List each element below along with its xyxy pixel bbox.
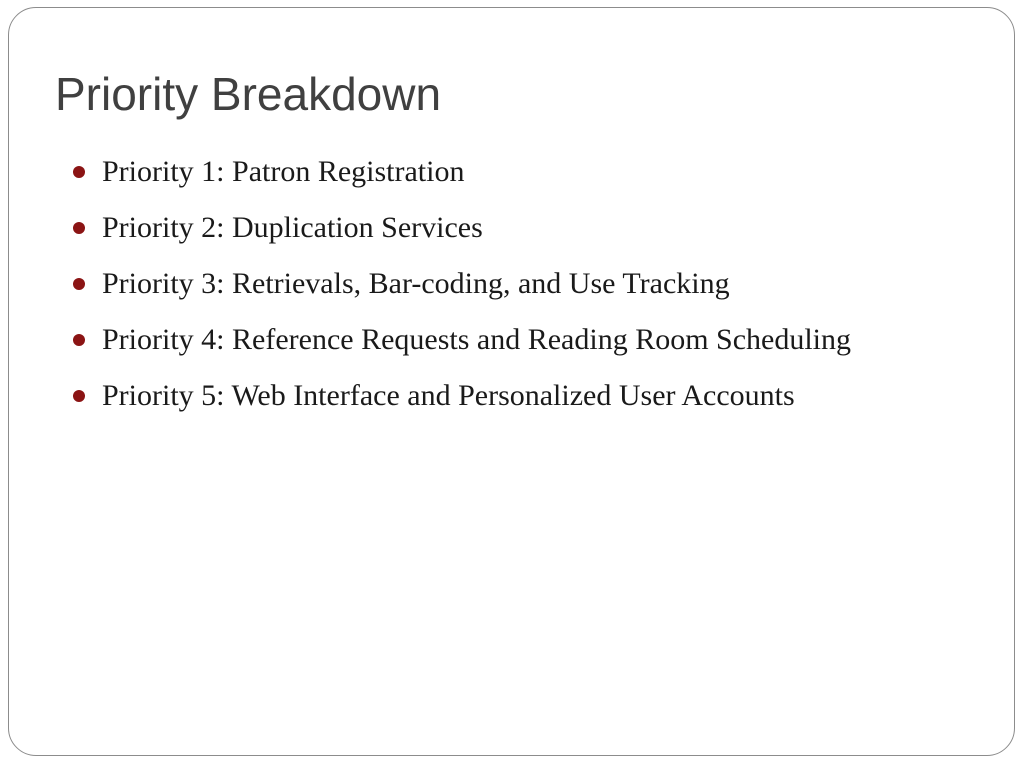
list-item [73,148,953,196]
bullet-text: Priority 5: Web Interface and Personalized User Accounts [102,379,795,412]
bullet-text: Priority 1: Patron Registration [102,155,465,188]
list-item [73,372,953,420]
bullet-dot-icon [73,222,85,234]
list-item [73,204,953,252]
bullet-dot-icon [73,166,85,178]
bullet-dot-icon [73,390,85,402]
bullet-text: Priority 3: Retrievals, Bar-coding, and Use Tracking [102,267,730,300]
list-item [73,260,953,308]
slide-title: Priority Breakdown [55,68,442,120]
bullet-list [73,148,953,428]
bullet-dot-icon [73,278,85,290]
bullet-text: Priority 2: Duplication Services [102,211,483,244]
bullet-text: Priority 4: Reference Requests and Reading Room Scheduling [102,323,852,356]
list-item [73,316,953,364]
slide-frame [8,7,1015,756]
bullet-dot-icon [73,334,85,346]
